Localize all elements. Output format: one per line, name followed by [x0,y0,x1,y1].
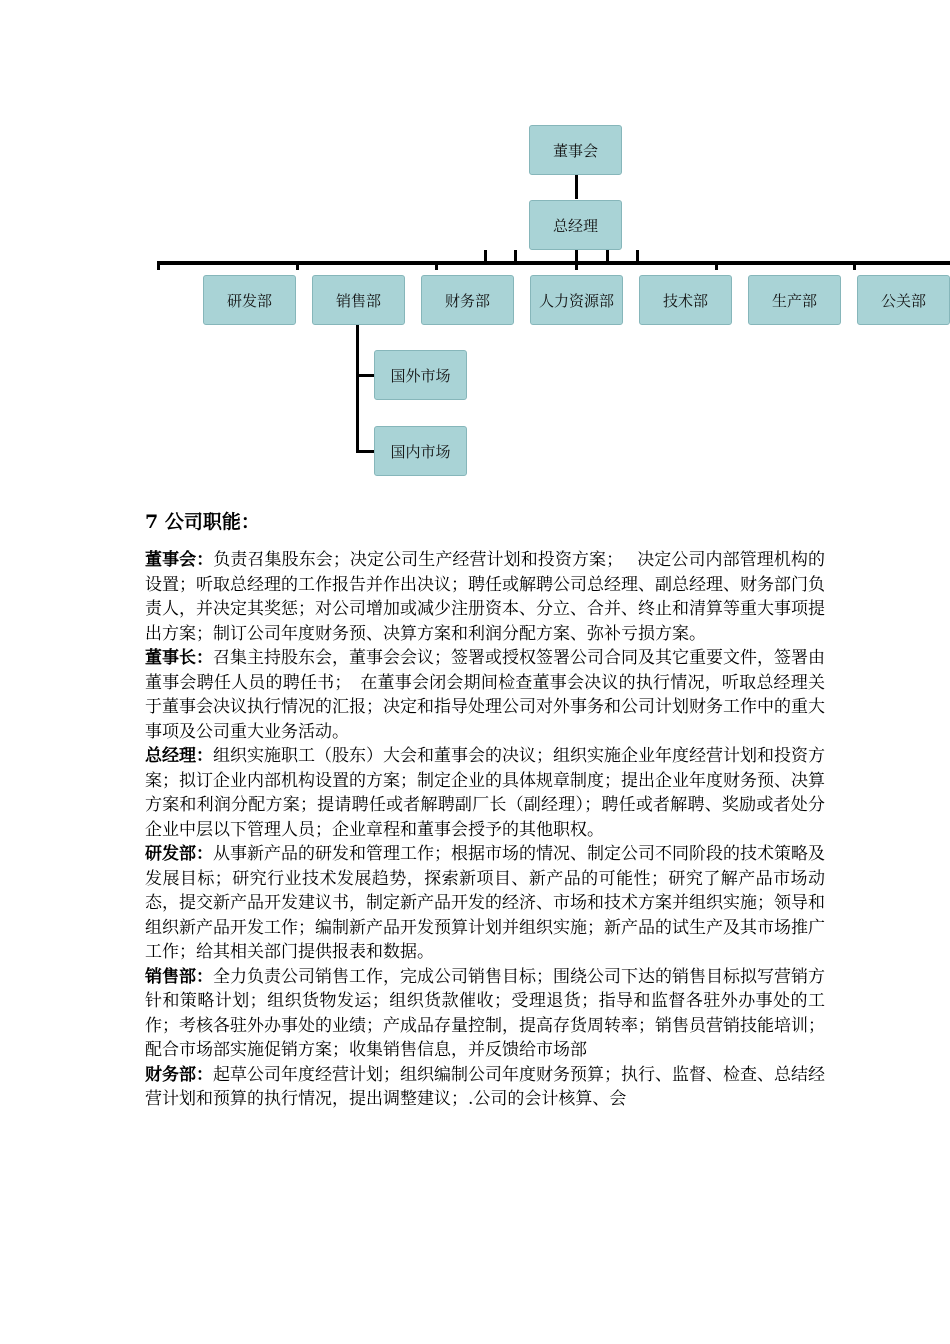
paragraph-text: 负责召集股东会；决定公司生产经营计划和投资方案； 决定公司内部管理机构的设置；听取总经理的工作报告并作出决议；聘任或解聘公司总经理、副总经理、财务部门负责人，并决定其奖惩；对公司增加或减少注册资本、分立、合并、终止和清算等重大事项提出方案；制订公司年度财务预、决算方案和利润分配方案、弥补亏损方案。 [145,550,825,644]
paragraph-label: 董事会： [145,550,214,570]
org-node-board: 董事会 [529,125,622,175]
function-paragraph-sales [145,965,825,1063]
org-node-domestic-market: 国内市场 [374,426,467,476]
org-node-dept: 财务部 [421,275,514,325]
function-paragraph-board [145,548,825,646]
section-title: 7 公司职能： [145,511,260,533]
paragraph-label: 董事长： [145,648,213,668]
org-node-dept: 研发部 [203,275,296,325]
department-bus [157,261,950,265]
org-node-dept: 销售部 [312,275,405,325]
bus-tick [606,250,609,263]
bus-tick [514,250,517,263]
function-paragraph-chairman [145,646,825,744]
org-node-dept: 技术部 [639,275,732,325]
org-node-dept: 公关部 [857,275,950,325]
board-gm-connector [575,175,578,199]
paragraph-text: 组织实施职工（股东）大会和董事会的决议；组织实施企业年度经营计划和投资方案；拟订企业内部机构设置的方案；制定企业的具体规章制度；提出企业年度财务预、决算方案和利润分配方案；提请聘任或者解聘副厂长（副经理）；聘任或者解聘、奖励或者处分企业中层以下管理人员；企业章程和董事会授予的其他职权。 [145,746,825,840]
paragraph-label: 财务部： [145,1064,213,1085]
org-node-foreign-market: 国外市场 [374,350,467,400]
paragraph-text: 全力负责公司销售工作，完成公司销售目标；围绕公司下达的销售目标拟写营销方针和策略计划；组织货物发运；组织货款催收；受理退货；指导和监督各驻外办事处的工作；考核各驻外办事处的业绩；产成品存量控制，提高存货周转率；销售员营销技能培训；配合市场部实施促销方案；收集销售信息，并反馈给市场部 [145,966,825,1060]
bus-tick [715,261,718,270]
company-functions-section [145,508,825,1112]
bus-tick [296,261,299,270]
paragraph-label: 销售部： [145,966,213,987]
paragraph-label: 总经理： [145,746,213,766]
bus-tick [575,261,578,270]
sales-branch-domestic [356,450,374,453]
org-node-gm: 总经理 [529,200,622,250]
org-node-dept: 人力资源部 [530,275,623,325]
paragraph-text: 起草公司年度经营计划；组织编制公司年度财务预算；执行、监督、检查、总结经营计划和预算的执行情况，提出调整建议；.公司的会计核算、会 [145,1064,825,1109]
sales-branch-vertical [356,325,359,453]
paragraph-text: 从事新产品的研发和管理工作；根据市场的情况、制定公司不同阶段的技术策略及发展目标；研究行业技术发展趋势，探索新项目、新产品的可能性；研究了解产品市场动态，提交新产品开发建议书，制定新产品开发的经济、市场和技术方案并组织实施；领导和组织新产品开发工作；编制新产品开发预算计划并组织实施；新产品的试生产及其市场推广工作；给其相关部门提供报表和数据。 [145,844,825,962]
function-paragraph-finance [145,1063,825,1112]
bus-tick [636,250,639,263]
bus-tick [435,261,438,270]
org-node-dept: 生产部 [748,275,841,325]
bus-tick [157,261,160,270]
paragraph-text: 召集主持股东会，董事会会议；签署或授权签署公司合同及其它重要文件，签署由董事会聘任人员的聘任书； 在董事会闭会期间检查董事会决议的执行情况，听取总经理关于董事会决议执行情况的汇报；决定和指导处理公司对外事务和公司计划财务工作中的重大事项及公司重大业务活动。 [145,648,825,742]
paragraph-label: 研发部： [145,844,213,864]
bus-tick [484,250,487,263]
function-paragraph-gm [145,744,825,842]
bus-tick [853,261,856,270]
sales-branch-foreign [356,374,374,377]
org-chart [0,0,950,500]
function-paragraph-rd [145,842,825,965]
